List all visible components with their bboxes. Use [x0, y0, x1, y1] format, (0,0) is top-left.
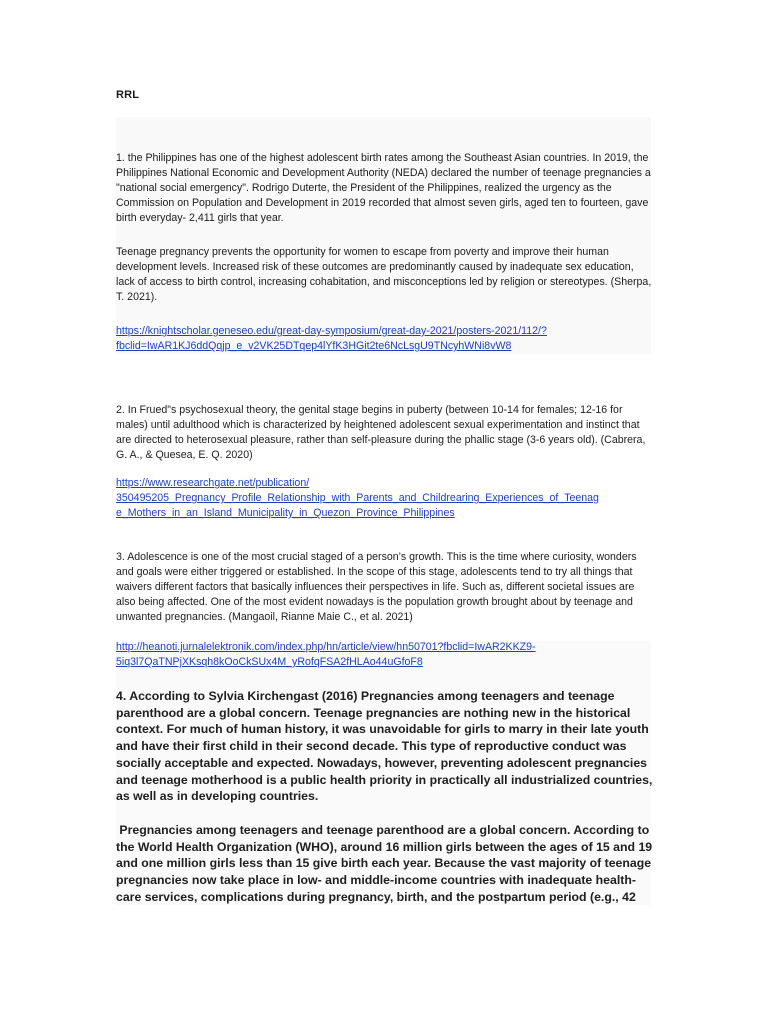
link-researchgate[interactable] — [116, 476, 656, 521]
paragraph-6: Pregnancies among teenagers and teenage parenthood are a global concern. According to the World Health Organization (WHO), around 16 million girls between the ages of 15 and 19 and one million girls less than 15 give birth each year. Because the vast majority of teenage pregnancies now take place in low- and middle-income countries with inadequate health-care services, complications during pregnancy, birth, and the postpartum period (e.g., 42 — [116, 823, 656, 904]
link-line[interactable]: https://knightscholar.geneseo.edu/great-day-symposium/great-day-2021/posters-2021/112/? — [116, 325, 547, 337]
paragraph-1: 1. the Philippines has one of the highest adolescent birth rates among the Southeast Asian countries. In 2019, the Philippines National Economic and Development Authority (NEDA) declared the number of teenage pregnancies a "national social emergency". Rodrigo Duterte, the President of the Philippines, realized the urgency as the Commission on Population and Development in 2019 recorded that almost seven girls, aged ten to fourteen, gave birth everyday- 2,411 girls that year. — [116, 152, 651, 224]
paragraph-4: 3. Adolescence is one of the most crucial staged of a person’s growth. This is the time where curiosity, wonders and goals were either triggered or established. In the scope of this stage, adolescents tend to try all things that waivers different factors that basically influences their perspectives in life. Such as, different societal issues are also being affected. One of the most evident nowadays is the population growth brought about by teenage and unwanted pregnancies. (Mangaoil, Rianne Maie C., et al. 2021) — [116, 551, 637, 623]
link-line[interactable]: https://www.researchgate.net/publication/ — [116, 477, 310, 489]
section-heading: RRL — [116, 89, 140, 101]
link-line[interactable]: 350495205_Pregnancy_Profile_Relationship_with_Parents_and_Childrearing_Experiences_of_Teenag — [116, 492, 599, 504]
link-heanoti[interactable] — [116, 640, 656, 670]
link-line[interactable]: 5iq3l7QaTNPjXKsqh8kOoCkSUx4M_yRofqFSA2fHLAo44uGfoF8 — [116, 656, 423, 668]
paragraph-2: Teenage pregnancy prevents the opportunity for women to escape from poverty and improve their human development levels. Increased risk of these outcomes are predominantly caused by inadequate sex education, lack of access to birth control, increasing cohabitation, and misconceptions led by religion or stereotypes. (Sherpa, T. 2021). — [116, 246, 652, 303]
paragraph-5: 4. According to Sylvia Kirchengast (2016) Pregnancies among teenagers and teenage parenthood are a global concern. Teenage pregnancies are nothing new in the historical context. For much of human history, it was unavoidable for girls to marry in their late youth and have their first child in their second decade. This type of reproductive conduct was socially acceptable and expected. Nowadays, however, preventing adolescent pregnancies and teenage motherhood is a public health priority in practically all industrialized countries, as well as in developing countries. — [116, 689, 653, 804]
link-line[interactable]: fbclid=IwAR1KJ6ddQqjp_e_v2VK25DTqep4lYfK3HGit2te6NcLsgU9TNcyhWNi8vW8 — [116, 340, 512, 352]
link-knightscholar[interactable] — [116, 324, 656, 354]
link-line[interactable]: http://heanoti.jurnalelektronik.com/index.php/hn/article/view/hn50701?fbclid=IwAR2KKZ9- — [116, 641, 536, 653]
link-line[interactable]: e_Mothers_in_an_Island_Municipality_in_Quezon_Province_Philippines — [116, 507, 455, 519]
paragraph-3: 2. In Frued"s psychosexual theory, the genital stage begins in puberty (between 10-14 for females; 12-16 for males) until adulthood which is characterized by heightened adolescent sexual experimentation and instinct that are directed to heterosexual pleasure, rather than self-pleasure during the phallic stage (3-6 years old). (Cabrera, G. A., & Quesea, E. Q. 2020) — [116, 404, 646, 461]
